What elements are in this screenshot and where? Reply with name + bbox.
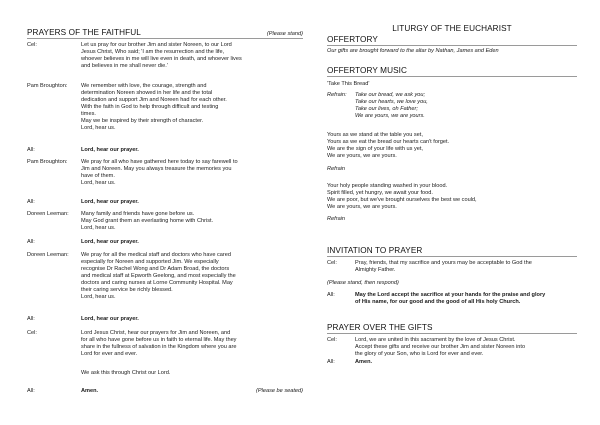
prayer-entry xyxy=(27,83,303,132)
song-title: 'Take This Bread' xyxy=(327,81,370,87)
speaker-label: Doreen Leeman: xyxy=(27,211,69,217)
speaker-label: All: xyxy=(27,147,35,153)
prayers-title: PRAYERS OF THE FAITHFUL xyxy=(27,28,141,37)
prayer-text: We pray for all who have gathered here today to say farewell to Jim and Noreen. May you always treasure the memories you have of them. Lord, hear us. xyxy=(81,159,238,186)
prayer-entry xyxy=(27,330,303,358)
verse-2: Your holy people standing washed in your blood. Spirit filled, yet hungry, we await your food. We are poor, but we've brought ourselves the best we could, We are yours, we are yours. xyxy=(327,183,477,210)
prayer-entry xyxy=(27,211,303,232)
invitation-title: INVITATION TO PRAYER xyxy=(327,246,423,255)
invitation-response: May the Lord accept the sacrifice at your hands for the praise and glory of His name, for our good and the good of all His holy Church. xyxy=(355,292,546,305)
gifts-text: Lord, we are united in this sacrament by the love of Jesus Christ. Accept these gifts and receive our brother Jim and sister Noreen into the glory of your Son, who is Lord for ever and ever. xyxy=(355,337,526,357)
title-divider xyxy=(27,38,303,39)
closing-line xyxy=(27,370,303,377)
prayer-entry xyxy=(27,252,303,301)
stand-note: (Please stand) xyxy=(266,31,303,37)
prayer-text: Many family and friends have gone before us. May God grant them an everlasting home with Christ. Lord, hear us. xyxy=(81,211,214,231)
refrain-block xyxy=(327,92,577,120)
prayer-text: Let us pray for our brother Jim and sister Noreen, to our Lord Jesus Christ, Who said; 'I am the resurrection and the life, whoever believes in me will live even in death, and whoever lives and believes in me shall never die.' xyxy=(81,42,242,69)
response-text: Lord, hear our prayer. xyxy=(81,199,139,205)
prayer-entry xyxy=(27,159,303,187)
response-entry xyxy=(27,316,303,323)
invitation-cel xyxy=(327,260,577,274)
amen-text: Amen. xyxy=(81,388,99,394)
stand-respond-note: (Please stand, then respond) xyxy=(327,280,399,286)
offertory-music-title: OFFERTORY MUSIC xyxy=(327,66,408,75)
seated-note: (Please be seated) xyxy=(256,388,303,394)
speaker-label: All: xyxy=(327,292,335,298)
speaker-label: All: xyxy=(27,316,35,322)
music-divider xyxy=(327,76,577,77)
closing-text: We ask this through Christ our Lord. xyxy=(81,370,171,376)
speaker-label: Pam Broughton: xyxy=(27,159,68,165)
gifts-divider xyxy=(327,333,577,334)
response-entry xyxy=(27,239,303,246)
refrain-repeat: Refrain xyxy=(327,166,346,172)
prayer-entry xyxy=(27,42,303,70)
response-text: Lord, hear our prayer. xyxy=(81,316,139,322)
speaker-label: All: xyxy=(27,388,35,394)
amen-text: Amen. xyxy=(355,359,373,365)
offertory-title: OFFERTORY xyxy=(327,35,378,44)
verse-1: Yours as we stand at the table you set, Yours as we eat the bread our hearts can't forget. We are the sign of your life with us yet, We are yours, we are yours. xyxy=(327,132,450,159)
response-text: Lord, hear our prayer. xyxy=(81,239,139,245)
prayer-text: We remember with love, the courage, strength and determination Noreen showed in her life and the total dedication and support Jim and Noreen had for each other. With the faith in God to help through difficult and testing times. May we be inspired by their strength of character. Lord, hear us. xyxy=(81,83,227,131)
invitation-text: Pray, friends, that my sacrifice and yours may be acceptable to God the Almighty Father. xyxy=(355,260,532,273)
speaker-label: Cel: xyxy=(327,337,337,343)
gifts-title: PRAYER OVER THE GIFTS xyxy=(327,323,433,332)
invitation-all xyxy=(327,292,577,306)
refrain-label: Refrain: xyxy=(327,92,347,98)
speaker-label: Pam Broughton: xyxy=(27,83,68,89)
speaker-label: Doreen Leeman: xyxy=(27,252,69,258)
prayer-text: Lord Jesus Christ, hear our prayers for Jim and Noreen, and for all who have gone before us in faith to eternal life. May they share in the fullness of salvation in the Kingdom where you are Lord for ever and ever. xyxy=(81,330,237,357)
response-entry xyxy=(27,147,303,154)
invitation-divider xyxy=(327,256,577,257)
gifts-all xyxy=(327,359,577,366)
prayer-text: We pray for all the medical staff and doctors who have cared especially for Noreen and supported Jim. We especially recognise Dr Rachel Wong and Dr Adam Broad, the doctors and medical staff at Epworth Geelong, and most especially the doctors and caring nurses at Lorne Community Hospital. May their caring service be richly blessed. Lord, hear us. xyxy=(81,252,236,300)
offertory-text: Our gifts are brought forward to the altar by Nathan, James and Eden xyxy=(327,48,499,54)
refrain-lines: Take our bread, we ask you; Take our hearts, we love you, Take our lives, oh Father; We are yours, we are yours. xyxy=(355,92,428,119)
refrain-repeat: Refrain xyxy=(327,216,346,222)
gifts-cel xyxy=(327,337,577,358)
speaker-label: Cel: xyxy=(327,260,337,266)
offertory-divider xyxy=(327,45,577,46)
speaker-label: Cel: xyxy=(27,42,37,48)
response-text: Lord, hear our prayer. xyxy=(81,147,139,153)
response-entry xyxy=(27,199,303,206)
speaker-label: All: xyxy=(27,199,35,205)
speaker-label: All: xyxy=(327,359,335,365)
speaker-label: Cel: xyxy=(27,330,37,336)
liturgy-heading: LITURGY OF THE EUCHARIST xyxy=(392,24,512,33)
speaker-label: All: xyxy=(27,239,35,245)
